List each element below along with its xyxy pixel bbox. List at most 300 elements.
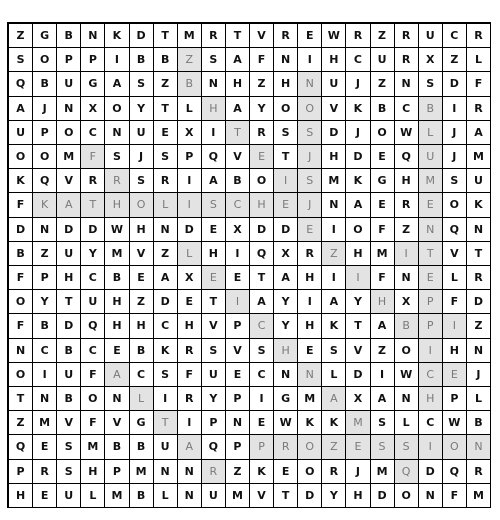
grid-cell-r17-c0[interactable]: Q — [9, 435, 33, 459]
grid-cell-r18-c12[interactable]: O — [298, 460, 322, 484]
grid-cell-r17-c3[interactable]: M — [81, 435, 105, 459]
grid-cell-r5-c6[interactable]: S — [154, 145, 178, 169]
grid-cell-r7-c9[interactable]: C — [226, 193, 250, 217]
grid-cell-r3-c19[interactable]: R — [467, 97, 491, 121]
grid-cell-r8-c15[interactable]: F — [371, 218, 395, 242]
grid-cell-r9-c19[interactable]: T — [467, 242, 491, 266]
grid-cell-r15-c10[interactable]: I — [250, 387, 274, 411]
grid-cell-r3-c16[interactable]: C — [395, 97, 419, 121]
grid-cell-r2-c13[interactable]: U — [322, 72, 346, 96]
grid-cell-r0-c4[interactable]: K — [105, 24, 129, 48]
grid-cell-r7-c18[interactable]: O — [443, 193, 467, 217]
grid-cell-r12-c0[interactable]: F — [9, 314, 33, 338]
grid-cell-r1-c14[interactable]: C — [346, 48, 370, 72]
grid-cell-r17-c19[interactable]: N — [467, 435, 491, 459]
grid-cell-r19-c13[interactable]: Y — [322, 484, 346, 508]
grid-cell-r10-c18[interactable]: L — [443, 266, 467, 290]
grid-cell-r1-c0[interactable]: S — [9, 48, 33, 72]
grid-cell-r19-c7[interactable]: N — [178, 484, 202, 508]
grid-cell-r0-c19[interactable]: R — [467, 24, 491, 48]
grid-cell-r1-c18[interactable]: Z — [443, 48, 467, 72]
grid-cell-r14-c4[interactable]: A — [105, 363, 129, 387]
grid-cell-r10-c17[interactable]: E — [419, 266, 443, 290]
grid-cell-r9-c5[interactable]: V — [130, 242, 154, 266]
grid-cell-r6-c1[interactable]: Q — [33, 169, 57, 193]
grid-cell-r9-c13[interactable]: Z — [322, 242, 346, 266]
grid-cell-r2-c8[interactable]: N — [202, 72, 226, 96]
grid-cell-r1-c6[interactable]: B — [154, 48, 178, 72]
grid-cell-r7-c19[interactable]: K — [467, 193, 491, 217]
grid-cell-r13-c7[interactable]: R — [178, 339, 202, 363]
grid-cell-r10-c7[interactable]: X — [178, 266, 202, 290]
grid-cell-r19-c10[interactable]: V — [250, 484, 274, 508]
grid-cell-r7-c16[interactable]: R — [395, 193, 419, 217]
grid-cell-r13-c2[interactable]: B — [57, 339, 81, 363]
grid-cell-r7-c12[interactable]: J — [298, 193, 322, 217]
grid-cell-r3-c7[interactable]: L — [178, 97, 202, 121]
grid-cell-r2-c17[interactable]: S — [419, 72, 443, 96]
grid-cell-r7-c3[interactable]: T — [81, 193, 105, 217]
grid-cell-r14-c14[interactable]: D — [346, 363, 370, 387]
grid-cell-r18-c11[interactable]: E — [274, 460, 298, 484]
grid-cell-r10-c8[interactable]: E — [202, 266, 226, 290]
grid-cell-r15-c12[interactable]: M — [298, 387, 322, 411]
grid-cell-r15-c7[interactable]: R — [178, 387, 202, 411]
grid-cell-r18-c19[interactable]: R — [467, 460, 491, 484]
grid-cell-r1-c10[interactable]: F — [250, 48, 274, 72]
grid-cell-r5-c2[interactable]: M — [57, 145, 81, 169]
grid-cell-r16-c12[interactable]: K — [298, 411, 322, 435]
grid-cell-r17-c4[interactable]: B — [105, 435, 129, 459]
grid-cell-r0-c16[interactable]: R — [395, 24, 419, 48]
grid-cell-r15-c18[interactable]: P — [443, 387, 467, 411]
grid-cell-r9-c8[interactable]: H — [202, 242, 226, 266]
grid-cell-r0-c14[interactable]: R — [346, 24, 370, 48]
grid-cell-r14-c17[interactable]: C — [419, 363, 443, 387]
grid-cell-r12-c12[interactable]: H — [298, 314, 322, 338]
grid-cell-r11-c12[interactable]: I — [298, 290, 322, 314]
grid-cell-r1-c5[interactable]: B — [130, 48, 154, 72]
grid-cell-r16-c15[interactable]: S — [371, 411, 395, 435]
grid-cell-r6-c14[interactable]: K — [346, 169, 370, 193]
grid-cell-r18-c17[interactable]: D — [419, 460, 443, 484]
grid-cell-r7-c8[interactable]: S — [202, 193, 226, 217]
grid-cell-r8-c8[interactable]: E — [202, 218, 226, 242]
grid-cell-r11-c0[interactable]: O — [9, 290, 33, 314]
grid-cell-r15-c17[interactable]: H — [419, 387, 443, 411]
grid-cell-r15-c16[interactable]: N — [395, 387, 419, 411]
grid-cell-r15-c3[interactable]: O — [81, 387, 105, 411]
grid-cell-r8-c2[interactable]: D — [57, 218, 81, 242]
grid-cell-r3-c15[interactable]: B — [371, 97, 395, 121]
grid-cell-r17-c13[interactable]: Z — [322, 435, 346, 459]
grid-cell-r6-c5[interactable]: S — [130, 169, 154, 193]
grid-cell-r13-c15[interactable]: Z — [371, 339, 395, 363]
grid-cell-r17-c12[interactable]: O — [298, 435, 322, 459]
grid-cell-r2-c18[interactable]: D — [443, 72, 467, 96]
grid-cell-r19-c18[interactable]: F — [443, 484, 467, 508]
grid-cell-r4-c19[interactable]: A — [467, 121, 491, 145]
grid-cell-r5-c5[interactable]: J — [130, 145, 154, 169]
grid-cell-r18-c15[interactable]: M — [371, 460, 395, 484]
grid-cell-r10-c12[interactable]: H — [298, 266, 322, 290]
grid-cell-r12-c19[interactable]: Z — [467, 314, 491, 338]
grid-cell-r8-c11[interactable]: D — [274, 218, 298, 242]
grid-cell-r7-c1[interactable]: K — [33, 193, 57, 217]
grid-cell-r11-c1[interactable]: Y — [33, 290, 57, 314]
grid-cell-r7-c5[interactable]: O — [130, 193, 154, 217]
grid-cell-r2-c2[interactable]: U — [57, 72, 81, 96]
grid-cell-r6-c12[interactable]: S — [298, 169, 322, 193]
grid-cell-r17-c14[interactable]: E — [346, 435, 370, 459]
grid-cell-r16-c19[interactable]: B — [467, 411, 491, 435]
grid-cell-r18-c9[interactable]: Z — [226, 460, 250, 484]
grid-cell-r2-c1[interactable]: B — [33, 72, 57, 96]
grid-cell-r3-c13[interactable]: V — [322, 97, 346, 121]
grid-cell-r9-c16[interactable]: I — [395, 242, 419, 266]
grid-cell-r17-c6[interactable]: U — [154, 435, 178, 459]
grid-cell-r3-c6[interactable]: T — [154, 97, 178, 121]
grid-cell-r9-c12[interactable]: R — [298, 242, 322, 266]
grid-cell-r6-c19[interactable]: U — [467, 169, 491, 193]
grid-cell-r0-c17[interactable]: U — [419, 24, 443, 48]
grid-cell-r14-c15[interactable]: I — [371, 363, 395, 387]
grid-cell-r19-c3[interactable]: L — [81, 484, 105, 508]
grid-cell-r2-c6[interactable]: Z — [154, 72, 178, 96]
grid-cell-r8-c19[interactable]: N — [467, 218, 491, 242]
grid-cell-r9-c17[interactable]: T — [419, 242, 443, 266]
grid-cell-r5-c16[interactable]: Q — [395, 145, 419, 169]
grid-cell-r10-c6[interactable]: A — [154, 266, 178, 290]
grid-cell-r1-c11[interactable]: N — [274, 48, 298, 72]
grid-cell-r1-c16[interactable]: R — [395, 48, 419, 72]
grid-cell-r3-c1[interactable]: J — [33, 97, 57, 121]
grid-cell-r7-c4[interactable]: H — [105, 193, 129, 217]
grid-cell-r13-c17[interactable]: I — [419, 339, 443, 363]
grid-cell-r7-c0[interactable]: F — [9, 193, 33, 217]
grid-cell-r19-c4[interactable]: M — [105, 484, 129, 508]
grid-cell-r14-c2[interactable]: U — [57, 363, 81, 387]
grid-cell-r10-c15[interactable]: F — [371, 266, 395, 290]
grid-cell-r12-c17[interactable]: P — [419, 314, 443, 338]
grid-cell-r15-c19[interactable]: L — [467, 387, 491, 411]
grid-cell-r9-c1[interactable]: Z — [33, 242, 57, 266]
grid-cell-r14-c16[interactable]: W — [395, 363, 419, 387]
grid-cell-r15-c15[interactable]: A — [371, 387, 395, 411]
grid-cell-r1-c17[interactable]: X — [419, 48, 443, 72]
grid-cell-r4-c1[interactable]: P — [33, 121, 57, 145]
grid-cell-r4-c12[interactable]: S — [298, 121, 322, 145]
grid-cell-r16-c10[interactable]: E — [250, 411, 274, 435]
grid-cell-r0-c5[interactable]: D — [130, 24, 154, 48]
grid-cell-r8-c18[interactable]: Q — [443, 218, 467, 242]
grid-cell-r16-c11[interactable]: W — [274, 411, 298, 435]
grid-cell-r14-c19[interactable]: J — [467, 363, 491, 387]
grid-cell-r14-c13[interactable]: L — [322, 363, 346, 387]
grid-cell-r6-c10[interactable]: O — [250, 169, 274, 193]
grid-cell-r4-c5[interactable]: U — [130, 121, 154, 145]
grid-cell-r5-c14[interactable]: D — [346, 145, 370, 169]
grid-cell-r10-c14[interactable]: I — [346, 266, 370, 290]
grid-cell-r4-c16[interactable]: W — [395, 121, 419, 145]
grid-cell-r15-c6[interactable]: I — [154, 387, 178, 411]
grid-cell-r19-c16[interactable]: O — [395, 484, 419, 508]
grid-cell-r12-c15[interactable]: A — [371, 314, 395, 338]
grid-cell-r12-c9[interactable]: P — [226, 314, 250, 338]
grid-cell-r6-c11[interactable]: I — [274, 169, 298, 193]
grid-cell-r1-c4[interactable]: I — [105, 48, 129, 72]
grid-cell-r5-c17[interactable]: U — [419, 145, 443, 169]
grid-cell-r13-c11[interactable]: H — [274, 339, 298, 363]
grid-cell-r11-c6[interactable]: D — [154, 290, 178, 314]
grid-cell-r19-c0[interactable]: H — [9, 484, 33, 508]
grid-cell-r9-c3[interactable]: Y — [81, 242, 105, 266]
grid-cell-r1-c8[interactable]: S — [202, 48, 226, 72]
grid-cell-r2-c12[interactable]: N — [298, 72, 322, 96]
grid-cell-r15-c1[interactable]: N — [33, 387, 57, 411]
grid-cell-r18-c18[interactable]: Q — [443, 460, 467, 484]
grid-cell-r6-c6[interactable]: R — [154, 169, 178, 193]
grid-cell-r1-c15[interactable]: U — [371, 48, 395, 72]
grid-cell-r14-c5[interactable]: C — [130, 363, 154, 387]
grid-cell-r4-c15[interactable]: O — [371, 121, 395, 145]
grid-cell-r2-c16[interactable]: N — [395, 72, 419, 96]
grid-cell-r1-c7[interactable]: Z — [178, 48, 202, 72]
grid-cell-r6-c8[interactable]: A — [202, 169, 226, 193]
grid-cell-r4-c6[interactable]: E — [154, 121, 178, 145]
grid-cell-r5-c18[interactable]: J — [443, 145, 467, 169]
grid-cell-r6-c13[interactable]: M — [322, 169, 346, 193]
grid-cell-r18-c4[interactable]: P — [105, 460, 129, 484]
grid-cell-r16-c7[interactable]: I — [178, 411, 202, 435]
grid-cell-r3-c2[interactable]: N — [57, 97, 81, 121]
grid-cell-r2-c7[interactable]: B — [178, 72, 202, 96]
grid-cell-r12-c5[interactable]: H — [130, 314, 154, 338]
grid-cell-r18-c2[interactable]: S — [57, 460, 81, 484]
grid-cell-r15-c5[interactable]: L — [130, 387, 154, 411]
grid-cell-r0-c2[interactable]: B — [57, 24, 81, 48]
grid-cell-r13-c16[interactable]: O — [395, 339, 419, 363]
grid-cell-r12-c2[interactable]: D — [57, 314, 81, 338]
grid-cell-r8-c5[interactable]: H — [130, 218, 154, 242]
grid-cell-r12-c13[interactable]: K — [322, 314, 346, 338]
grid-cell-r13-c18[interactable]: H — [443, 339, 467, 363]
grid-cell-r3-c0[interactable]: A — [9, 97, 33, 121]
grid-cell-r9-c0[interactable]: B — [9, 242, 33, 266]
grid-cell-r4-c13[interactable]: D — [322, 121, 346, 145]
grid-cell-r11-c17[interactable]: P — [419, 290, 443, 314]
grid-cell-r7-c15[interactable]: E — [371, 193, 395, 217]
grid-cell-r12-c6[interactable]: C — [154, 314, 178, 338]
grid-cell-r7-c2[interactable]: A — [57, 193, 81, 217]
grid-cell-r13-c4[interactable]: E — [105, 339, 129, 363]
grid-cell-r4-c8[interactable]: I — [202, 121, 226, 145]
grid-cell-r4-c18[interactable]: J — [443, 121, 467, 145]
grid-cell-r8-c14[interactable]: O — [346, 218, 370, 242]
grid-cell-r19-c12[interactable]: D — [298, 484, 322, 508]
grid-cell-r15-c13[interactable]: A — [322, 387, 346, 411]
grid-cell-r4-c9[interactable]: T — [226, 121, 250, 145]
grid-cell-r19-c1[interactable]: E — [33, 484, 57, 508]
grid-cell-r8-c17[interactable]: N — [419, 218, 443, 242]
grid-cell-r12-c14[interactable]: T — [346, 314, 370, 338]
grid-cell-r2-c3[interactable]: G — [81, 72, 105, 96]
grid-cell-r3-c10[interactable]: Y — [250, 97, 274, 121]
grid-cell-r5-c12[interactable]: J — [298, 145, 322, 169]
grid-cell-r0-c8[interactable]: R — [202, 24, 226, 48]
grid-cell-r19-c6[interactable]: L — [154, 484, 178, 508]
grid-cell-r11-c18[interactable]: F — [443, 290, 467, 314]
grid-cell-r13-c12[interactable]: E — [298, 339, 322, 363]
grid-cell-r5-c11[interactable]: T — [274, 145, 298, 169]
grid-cell-r6-c4[interactable]: R — [105, 169, 129, 193]
grid-cell-r6-c0[interactable]: K — [9, 169, 33, 193]
grid-cell-r13-c14[interactable]: V — [346, 339, 370, 363]
grid-cell-r8-c0[interactable]: D — [9, 218, 33, 242]
grid-cell-r15-c11[interactable]: G — [274, 387, 298, 411]
grid-cell-r9-c10[interactable]: Q — [250, 242, 274, 266]
grid-cell-r2-c14[interactable]: J — [346, 72, 370, 96]
grid-cell-r16-c8[interactable]: P — [202, 411, 226, 435]
grid-cell-r12-c16[interactable]: B — [395, 314, 419, 338]
grid-cell-r9-c11[interactable]: X — [274, 242, 298, 266]
grid-cell-r10-c16[interactable]: N — [395, 266, 419, 290]
grid-cell-r1-c1[interactable]: O — [33, 48, 57, 72]
grid-cell-r19-c8[interactable]: U — [202, 484, 226, 508]
grid-cell-r11-c9[interactable]: I — [226, 290, 250, 314]
grid-cell-r17-c17[interactable]: I — [419, 435, 443, 459]
grid-cell-r2-c9[interactable]: H — [226, 72, 250, 96]
grid-cell-r19-c19[interactable]: M — [467, 484, 491, 508]
grid-cell-r0-c9[interactable]: T — [226, 24, 250, 48]
grid-cell-r3-c9[interactable]: A — [226, 97, 250, 121]
grid-cell-r7-c7[interactable]: I — [178, 193, 202, 217]
grid-cell-r14-c11[interactable]: N — [274, 363, 298, 387]
grid-cell-r3-c12[interactable]: O — [298, 97, 322, 121]
grid-cell-r6-c7[interactable]: I — [178, 169, 202, 193]
grid-cell-r17-c5[interactable]: B — [130, 435, 154, 459]
grid-cell-r0-c1[interactable]: G — [33, 24, 57, 48]
grid-cell-r8-c9[interactable]: X — [226, 218, 250, 242]
grid-cell-r11-c7[interactable]: E — [178, 290, 202, 314]
grid-cell-r16-c9[interactable]: N — [226, 411, 250, 435]
grid-cell-r15-c4[interactable]: N — [105, 387, 129, 411]
grid-cell-r0-c18[interactable]: C — [443, 24, 467, 48]
grid-cell-r19-c2[interactable]: U — [57, 484, 81, 508]
grid-cell-r13-c8[interactable]: S — [202, 339, 226, 363]
grid-cell-r1-c3[interactable]: P — [81, 48, 105, 72]
grid-cell-r16-c16[interactable]: L — [395, 411, 419, 435]
grid-cell-r19-c15[interactable]: D — [371, 484, 395, 508]
grid-cell-r3-c17[interactable]: B — [419, 97, 443, 121]
grid-cell-r12-c1[interactable]: B — [33, 314, 57, 338]
grid-cell-r3-c3[interactable]: X — [81, 97, 105, 121]
grid-cell-r3-c5[interactable]: Y — [130, 97, 154, 121]
grid-cell-r16-c6[interactable]: T — [154, 411, 178, 435]
grid-cell-r8-c1[interactable]: N — [33, 218, 57, 242]
grid-cell-r5-c4[interactable]: S — [105, 145, 129, 169]
grid-cell-r12-c8[interactable]: V — [202, 314, 226, 338]
grid-cell-r10-c11[interactable]: A — [274, 266, 298, 290]
grid-cell-r10-c13[interactable]: I — [322, 266, 346, 290]
grid-cell-r2-c10[interactable]: Z — [250, 72, 274, 96]
grid-cell-r18-c6[interactable]: N — [154, 460, 178, 484]
grid-cell-r11-c3[interactable]: U — [81, 290, 105, 314]
grid-cell-r9-c18[interactable]: V — [443, 242, 467, 266]
grid-cell-r8-c6[interactable]: N — [154, 218, 178, 242]
grid-cell-r15-c9[interactable]: P — [226, 387, 250, 411]
grid-cell-r18-c10[interactable]: K — [250, 460, 274, 484]
grid-cell-r18-c8[interactable]: R — [202, 460, 226, 484]
grid-cell-r11-c19[interactable]: D — [467, 290, 491, 314]
grid-cell-r3-c4[interactable]: O — [105, 97, 129, 121]
grid-cell-r4-c11[interactable]: S — [274, 121, 298, 145]
grid-cell-r2-c15[interactable]: Z — [371, 72, 395, 96]
grid-cell-r16-c18[interactable]: W — [443, 411, 467, 435]
grid-cell-r0-c6[interactable]: T — [154, 24, 178, 48]
grid-cell-r13-c9[interactable]: V — [226, 339, 250, 363]
grid-cell-r2-c0[interactable]: Q — [9, 72, 33, 96]
grid-cell-r5-c1[interactable]: O — [33, 145, 57, 169]
grid-cell-r8-c16[interactable]: Z — [395, 218, 419, 242]
grid-cell-r10-c1[interactable]: P — [33, 266, 57, 290]
grid-cell-r11-c11[interactable]: Y — [274, 290, 298, 314]
grid-cell-r10-c0[interactable]: F — [9, 266, 33, 290]
grid-cell-r15-c2[interactable]: B — [57, 387, 81, 411]
grid-cell-r9-c4[interactable]: M — [105, 242, 129, 266]
grid-cell-r3-c18[interactable]: I — [443, 97, 467, 121]
grid-cell-r13-c5[interactable]: B — [130, 339, 154, 363]
grid-cell-r19-c11[interactable]: T — [274, 484, 298, 508]
grid-cell-r5-c0[interactable]: O — [9, 145, 33, 169]
grid-cell-r0-c15[interactable]: Z — [371, 24, 395, 48]
grid-cell-r5-c9[interactable]: V — [226, 145, 250, 169]
grid-cell-r19-c5[interactable]: B — [130, 484, 154, 508]
grid-cell-r18-c16[interactable]: Q — [395, 460, 419, 484]
grid-cell-r18-c14[interactable]: J — [346, 460, 370, 484]
grid-cell-r2-c5[interactable]: S — [130, 72, 154, 96]
grid-cell-r16-c4[interactable]: V — [105, 411, 129, 435]
grid-cell-r2-c11[interactable]: H — [274, 72, 298, 96]
grid-cell-r5-c13[interactable]: H — [322, 145, 346, 169]
grid-cell-r6-c18[interactable]: S — [443, 169, 467, 193]
grid-cell-r5-c7[interactable]: P — [178, 145, 202, 169]
grid-cell-r8-c7[interactable]: D — [178, 218, 202, 242]
grid-cell-r0-c10[interactable]: V — [250, 24, 274, 48]
grid-cell-r8-c13[interactable]: I — [322, 218, 346, 242]
grid-cell-r11-c13[interactable]: A — [322, 290, 346, 314]
grid-cell-r11-c14[interactable]: Y — [346, 290, 370, 314]
grid-cell-r17-c2[interactable]: S — [57, 435, 81, 459]
grid-cell-r8-c4[interactable]: W — [105, 218, 129, 242]
grid-cell-r14-c12[interactable]: N — [298, 363, 322, 387]
grid-cell-r17-c16[interactable]: S — [395, 435, 419, 459]
grid-cell-r5-c19[interactable]: M — [467, 145, 491, 169]
grid-cell-r18-c3[interactable]: H — [81, 460, 105, 484]
grid-cell-r13-c10[interactable]: S — [250, 339, 274, 363]
grid-cell-r9-c6[interactable]: Z — [154, 242, 178, 266]
grid-cell-r8-c10[interactable]: D — [250, 218, 274, 242]
grid-cell-r4-c17[interactable]: L — [419, 121, 443, 145]
grid-cell-r0-c0[interactable]: Z — [9, 24, 33, 48]
grid-cell-r11-c5[interactable]: Z — [130, 290, 154, 314]
grid-cell-r18-c13[interactable]: R — [322, 460, 346, 484]
grid-cell-r15-c14[interactable]: X — [346, 387, 370, 411]
grid-cell-r18-c7[interactable]: N — [178, 460, 202, 484]
grid-cell-r11-c16[interactable]: X — [395, 290, 419, 314]
grid-cell-r12-c11[interactable]: Y — [274, 314, 298, 338]
grid-cell-r18-c1[interactable]: R — [33, 460, 57, 484]
